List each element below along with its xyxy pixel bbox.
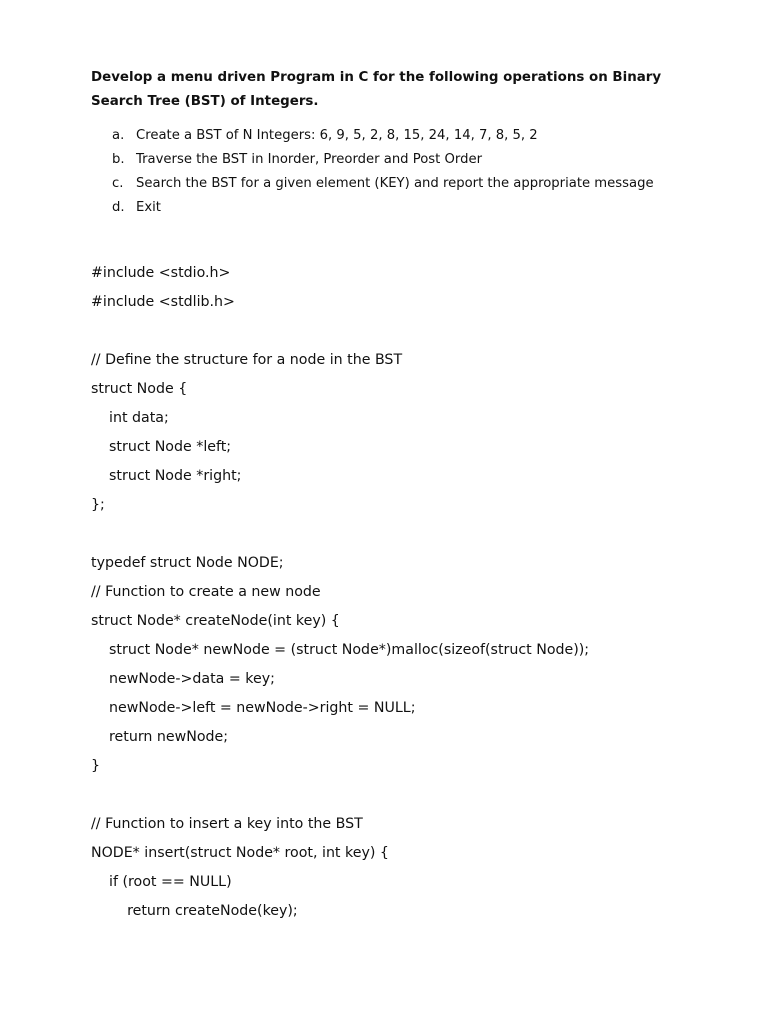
code-line: typedef struct Node NODE; <box>91 555 284 571</box>
code-line: NODE* insert(struct Node* root, int key) { <box>91 845 389 861</box>
code-line: newNode->left = newNode->right = NULL; <box>91 700 416 716</box>
list-item-text: Create a BST of N Integers: 6, 9, 5, 2, 8, 15, 24, 14, 7, 8, 5, 2 <box>136 128 538 143</box>
code-line: struct Node* newNode = (struct Node*)malloc(sizeof(struct Node)); <box>91 642 590 658</box>
code-listing <box>91 259 589 926</box>
list-item-letter: c. <box>112 176 124 191</box>
code-line: newNode->data = key; <box>91 671 275 687</box>
code-line <box>91 317 589 346</box>
list-item-text: Exit <box>136 200 161 215</box>
list-item-letter: b. <box>112 152 125 167</box>
code-line: }; <box>91 497 105 513</box>
code-line: #include <stdlib.h> <box>91 294 235 310</box>
code-line: struct Node { <box>91 381 188 397</box>
list-item <box>112 124 654 148</box>
list-item-letter: d. <box>112 200 125 215</box>
code-line: // Function to insert a key into the BST <box>91 816 363 832</box>
code-line: if (root == NULL) <box>91 874 232 890</box>
list-item <box>112 172 654 196</box>
list-item <box>112 148 654 172</box>
code-line: struct Node* createNode(int key) { <box>91 613 340 629</box>
list-item-letter: a. <box>112 128 125 143</box>
code-line: return newNode; <box>91 729 229 745</box>
code-line: return createNode(key); <box>91 903 298 919</box>
code-line <box>91 781 589 810</box>
code-line: struct Node *left; <box>91 439 232 455</box>
code-line: struct Node *right; <box>91 468 242 484</box>
list-item <box>112 196 654 220</box>
list-item-text: Search the BST for a given element (KEY) and report the appropriate message <box>136 176 654 191</box>
assignment-title: Develop a menu driven Program in C for the following operations on Binary Search Tree (BST) of Integers. <box>91 70 662 109</box>
code-line: // Function to create a new node <box>91 584 321 600</box>
code-line: // Define the structure for a node in the BST <box>91 352 403 368</box>
code-line: #include <stdio.h> <box>91 265 231 281</box>
code-line: int data; <box>91 410 169 426</box>
code-line: } <box>91 758 101 774</box>
operations-list <box>112 124 654 220</box>
code-line <box>91 520 589 549</box>
list-item-text: Traverse the BST in Inorder, Preorder and Post Order <box>136 152 482 167</box>
